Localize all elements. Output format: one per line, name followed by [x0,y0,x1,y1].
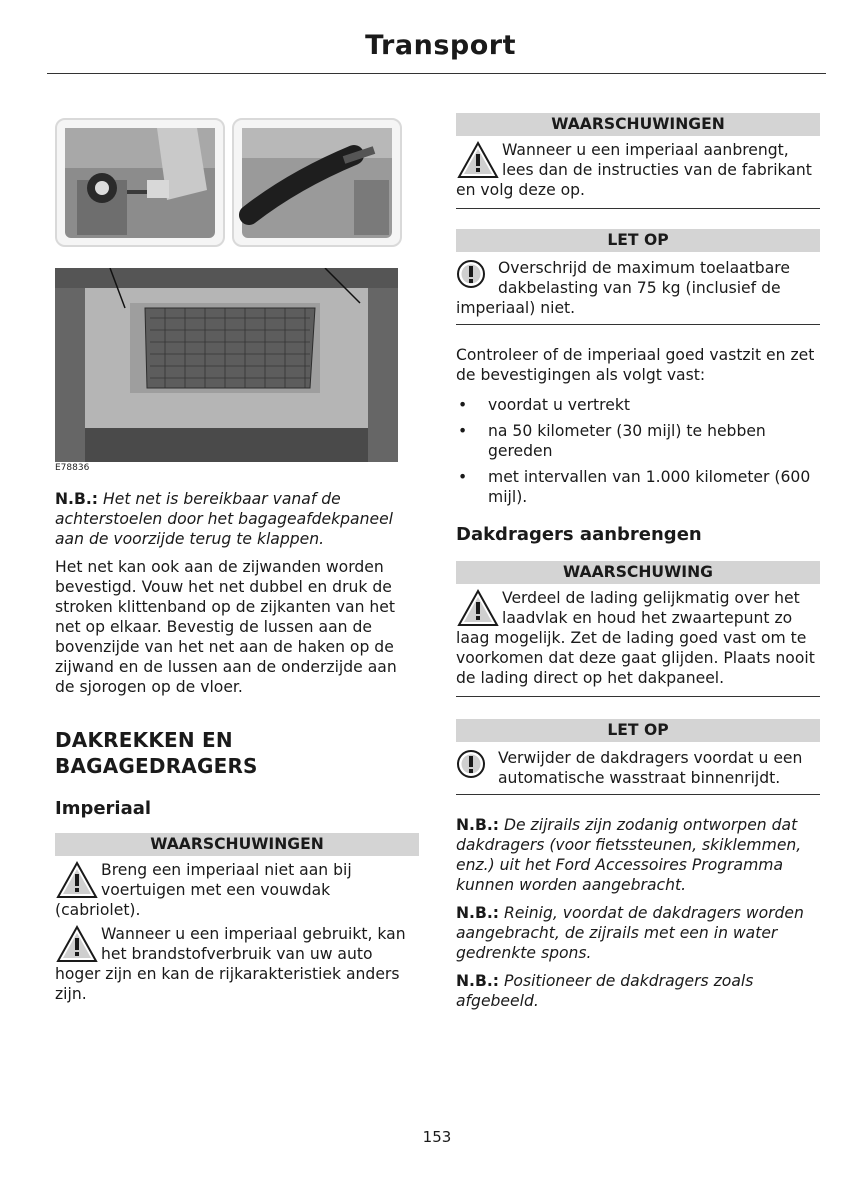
nb-note [456,971,820,1011]
caution-exclamation-icon [456,748,494,786]
nb-label: N.B.: [456,972,500,990]
caution-text: Overschrijd de maximum toelaatbare dakbelasting van 75 kg (inclusief de imperiaal) niet. [456,259,790,317]
paragraph: Controleer of de imperiaal goed vastzit en zet de bevestigingen als volgt vast: [456,346,815,384]
caution-box-title: LET OP [456,229,820,252]
header-rule [47,73,826,74]
warnings-box-title: WAARSCHUWINGEN [456,113,820,136]
warning-box [456,561,820,697]
warning-triangle-icon [55,860,99,900]
nb-label: N.B.: [55,490,99,508]
warning-item [456,588,820,688]
nb-note [55,489,419,549]
list-item: • na 50 kilometer (30 mijl) te hebben gereden [458,422,766,460]
warning-box-title: WAARSCHUWING [456,561,820,584]
paragraph: Het net kan ook aan de zijwanden worden bevestigd. Vouw het net dubbel en druk de stroken klittenband op de zijkanten van het net op elkaar. Bevestig de lussen aan de bovenzijde van het net aan de haken op de zijwand en de lussen aan de onderzijde aan de sjorogen op de vloer. [55,558,397,696]
section-title-line2: BAGAGEDRAGERS [55,754,258,778]
nb-note [456,815,820,895]
subsection-title: Dakdragers aanbrengen [456,524,702,545]
left-column [55,118,419,1004]
list-item: • met intervallen van 1.000 kilometer (600 mijl). [458,468,811,506]
warning-triangle-icon [55,924,99,964]
nb-text: De zijrails zijn zodanig ontworpen dat dakdragers (voor fietssteunen, skiklemmen, enz.) uit het Ford Accessoires Programma kunnen worden aangebracht. [456,816,802,894]
figure-cargo-area [55,268,398,462]
warnings-box [55,833,419,1004]
caution-box-title: LET OP [456,719,820,742]
warning-item [55,860,419,920]
figure-inset-hook [55,118,225,247]
figure-inset-strap [232,118,402,247]
page-title: Transport [365,30,516,61]
box-end-rule [456,696,820,697]
caution-text: Verwijder de dakdragers voordat u een automatische wasstraat binnenrijdt. [498,749,803,787]
page-number: 153 [422,1128,452,1146]
warning-triangle-icon [456,588,500,628]
caution-exclamation-icon [456,258,494,296]
section-title-line1: DAKREKKEN EN [55,728,233,752]
warnings-box-title: WAARSCHUWINGEN [55,833,419,856]
list-item: • voordat u vertrekt [458,396,630,414]
figure-code: E78836 [55,463,90,473]
warnings-box [456,113,820,209]
warning-triangle-icon [456,140,500,180]
caution-box [456,719,820,795]
subsection-title: Imperiaal [55,798,152,819]
warning-item [55,924,419,1004]
caution-box [456,229,820,325]
nb-text: Reinig, voordat de dakdragers worden aangebracht, de zijrails met een in water gedrenkte spons. [456,904,804,962]
warning-text: Verdeel de lading gelijkmatig over het laadvlak en houd het zwaartepunt zo laag mogelijk. Zet de lading goed vast om te voorkomen dat deze gaat glijden. Plaats nooit de lading direct op het dakpaneel. [456,589,815,687]
warning-text: Wanneer u een imperiaal aanbrengt, lees dan de instructies van de fabrikant en volg deze op. [456,141,812,199]
warning-text: Breng een imperiaal niet aan bij voertuigen met een vouwdak (cabriolet). [55,861,352,919]
cargo-net-figure [55,118,419,463]
nb-text: Het net is bereikbaar vanaf de achterstoelen door het bagageafdekpaneel aan de voorzijde terug te klappen. [55,490,393,548]
warning-text: Wanneer u een imperiaal gebruikt, kan het brandstofverbruik van uw auto hoger zijn en kan de rijkarakteristiek anders zijn. [55,925,406,1003]
bullet-list [456,395,820,507]
caution-item [456,748,820,788]
nb-label: N.B.: [456,904,500,922]
box-end-rule [456,324,820,325]
caution-item [456,258,820,318]
nb-note [456,903,820,963]
right-column [456,113,820,1011]
nb-label: N.B.: [456,816,500,834]
box-end-rule [456,794,820,795]
box-end-rule [456,208,820,209]
nb-text: Positioneer de dakdragers zoals afgebeeld. [456,972,754,1010]
warning-item [456,140,820,200]
